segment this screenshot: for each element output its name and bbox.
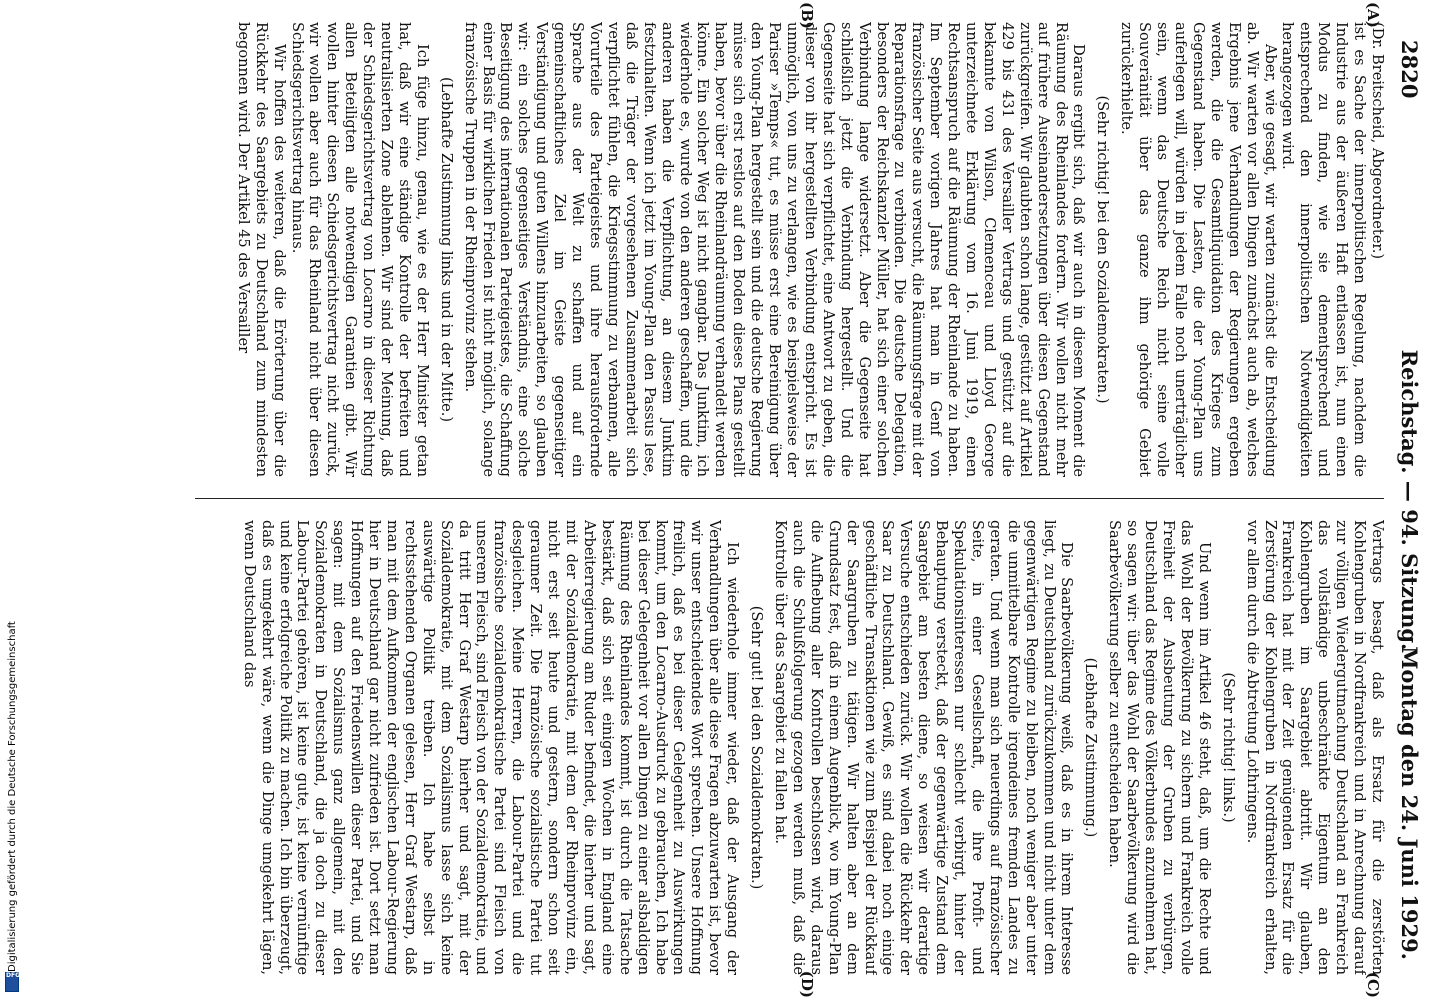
right-column [195, 520, 1386, 975]
margin-letter-c: (C) [1364, 971, 1382, 998]
reaction-note: (Sehr gut! bei den Sozialdemokraten.) [748, 605, 766, 890]
paragraph: Die Saarbevölkerung weiß, daß es in ihrem Interesse liegt, zu Deutschland zurückzukommen und nicht unter dem gegenwärtigen Regime zu bleiben, noch weniger aber unter die unmittelbare Kontrolle irgendeines fremden Landes zu geraten. Und wenn man sich neuerdings auf französischer Seite, in einer Gesellschaft, die ihre Profit- und Spekulationsinteressen nur schlecht verbirgt, hinter der Behauptung versteckt, daß der gegenwärtige Zustand dem Saargebiet am besten diene, so weisen wir derartige Versuche entschieden zurück. Wir wollen die Rückkehr der Saar zu Deutschland. Gewiß, es sind dabei noch einige geschäftliche Transaktionen wie zum Beispiel der Rückkauf der Saargruben zu tätigen. Wir halten aber an dem Grundsatz fest, daß in einem Augenblick, wo im Young-Plan die Aufhebung aller Kontrollen beschlossen wird, daraus auch die Schlußfolgerung gezogen werden muß, daß die Kontrolle über das Saargebiet zu fallen hat. [772, 520, 1076, 975]
session-title: Reichstag. — 94. Sitzung. [1397, 349, 1422, 651]
paragraph: Wir hoffen des weiteren, daß die Erörterung über die Rückkehr des Saargebiets zu Deutschland zum mindesten begonnen wird. Der Artikel 45 des Versailler [234, 22, 288, 477]
reaction-note: (Lebhafte Zustimmung links und in der Mitte.) [437, 76, 455, 423]
margin-letter-a: (A) [1364, 2, 1382, 28]
paragraph: Und wenn im Artikel 46 steht, daß, um die Rechte und das Wohl der Bevölkerung zu sichern und Frankreich volle Freiheit der Ausbeutung der Gruben zu verbürgen, Deutschland das Regime des Völkerbundes anzunehmen hat, so sagen wir: über das Wohl der Saarbevölkerung wird die Saarbevölkerung selber zu entscheiden haben. [1106, 520, 1213, 975]
funding-notice: Digitalisierung gefördert durch die Deutsche Forschungsgemeinschaft [7, 621, 18, 972]
digitization-footer [4, 120, 21, 996]
paragraph: Ich wiederhole immer wieder, daß der Ausgang der Verhandlungen über alle diese Fragen abzuwarten ist, bevor wir unser entscheidendes Wort sprechen. Unsere Hoffnung freilich, daß es bei dieser Gelegenheit zu Auswirkungen kommt, um den Locarno-Ausdruck zu gebrauchen, Ich habe bei dieser Gelegenheit vor allen Dingen zu einer alsbaldigen Räumung des Rheinlandes kommt, ist durch die Tatsache bestärkt, daß sich seit einigen Wochen in England eine Arbeiterregierung am Ruder befindet, die hierher und sagt, mit der Sozialdemokratie, mit dem der Rheinprovinz ein, nicht erst seit heute und gestern, sondern schon seit geraumer Zeit. Die französische sozialistische Partei tut desgleichen. Meine Herren, die Labour-Partei und die französische sozialdemokratische Partei sind Fleisch von unserem Fleisch, sind Fleisch von der Sozialdemokratie, und da tritt Herr Graf Westarp hierher und sagt, mit der Sozialdemokratie, mit dem Sozialismus lasse sich keine auswärtige Politik treiben. Ich habe selbst in rechtsstehenden Organen gelesen, Herr Graf Westarp, daß man mit dem Aufkommen der englischen Labour-Regierung hier in Deutschland gar nicht zufrieden ist. Dort setzt man Hoffnungen auf den Friedenswillen dieser Partei, und Sie sagen: mit dem Sozialismus ganz allgemein, mit den Sozialdemokraten in Deutschland, die ja doch zu dieser Labour-Partei gehören, ist keine gute, ist keine vernünftige und keine erfolgreiche Politik zu machen. Ich bin überzeugt, daß es umgekehrt wäre, wenn die Dinge umgekehrt lägen, wenn Deutschland das [240, 520, 742, 975]
page-number: 2820 [1397, 40, 1422, 99]
paragraph: Vertrags besagt, daß als Ersatz für die zerstörten Kohlengruben in Nordfrankreich und in Anrechnung darauf zur völligen Wiedergutmachung Deutschland an Frankreich das vollständige unbeschränkte Eigentum an den Kohlengruben im Saargebiet abtritt. Wir glauben, Frankreich hat mit der Zeit genügenden Ersatz für die Zerstörung der Kohlengruben in Nordfrankreich erhalten, vor allem durch die Abtretung Lothringens. [1243, 520, 1386, 975]
paragraph: ist es Sache der innerpolitischen Regelung, nachdem die Industrie aus der äußeren Haft entlassen ist, nun einen Modus zu finden, wie sie dementsprechend und entsprechend den innerpolitischen Notwendigkeiten herangezogen wird. [1279, 22, 1369, 477]
left-column [195, 22, 1386, 477]
margin-letter-d: (D) [798, 970, 816, 998]
paragraph: Daraus ergibt sich, daß wir auch in diesem Moment die Räumung des Rheinlandes fordern. Wir wollen nicht mehr auf frühere Auseinandersetzungen über diesen Gegenstand zurückgreifen. Wir glaubten schon lange, gestützt auf Artikel 429 bis 431 des Versailler Vertrags und gestützt auf die bekannte von Wilson, Clemenceau und Lloyd George unterzeichnete Erklärung vom 16. Juni 1919, einen Rechtsanspruch auf die Räumung der Rheinlande zu haben. Im September vorigen Jahres hat man in Genf von französischer Seite aus versucht, die Räumungsfrage mit der Reparationsfrage zu verbinden. Die deutsche Delegation, besonders der Reichskanzler Müller, hat sich einer solchen Verbindung lange widersetzt. Aber die Gegenseite hat schließlich jetzt die Verbindung hergestellt. Und die Gegenseite hat sich verpflichtet, eine Antwort zu geben, die dieser von ihr hergestellten Verbindung entspricht. Es ist unmöglich, von uns zu verlangen, wie es beispielsweise der Pariser »Temps« tut, es müsse erst eine Bereinigung über den Young-Plan hergestellt sein und die deutsche Regierung müsse sich erst restlos auf den Boden dieses Plans gestellt haben, bevor über die Rheinlandräumung verhandelt werden könne. Ein solcher Weg ist nicht gangbar. Das Junktim, ich wiederhole es, wurde von den anderen geschaffen, und die anderen haben die Verpflichtung, an diesem Junktim festzuhalten. Wenn ich jetzt im Young-Plan den Passus lese, daß die Träger der vorgesehenen Zusammenarbeit sich verpflichtet fühlen, die Kriegsstimmung zu verbannen, alle Vorurteile des Parteigeistes und ihre herausfordernde Sprache aus der Welt zu schaffen und auf ein gemeinschaftliches Ziel im Geiste gegenseitiger Verständigung und guten Willens hinzuarbeiten, so glauben wir: ein solches gegenseitiges Verständnis, eine solche Beseitigung des internationalen Parteigeistes, die Schaffung einer Basis für wirklichen Frieden ist nicht möglich, solange französische Truppen in der Rheinprovinz stehen. [461, 22, 1088, 477]
session-date: Montag den 24. Juni 1929. [1397, 646, 1422, 960]
dfg-logo-icon [5, 972, 19, 992]
paragraph: Aber, wie gesagt, wir warten zunächst die Entscheidung ab. Wir warten vor allen Dingen zunächst auch ab, welches Ergebnis jene Verhandlungen der Regierungen ergeben werden, die die Gesamtliquidation des Krieges zum Gegenstand haben. Die Lasten, die der Young-Plan uns auferlegen will, würden in jedem Falle noch unerträglicher sein, wenn das Deutsche Reich nicht seine volle Souveränität über das ganze ihm gehörige Gebiet zurückerhielte. [1118, 22, 1279, 477]
rotated-newspaper-page [189, 0, 1434, 1000]
paragraph: Ich füge hinzu, genau, wie es der Herr Minister getan hat, daß wir eine ständige Kontrolle der befreiten und neutralisierten Zone ablehnen. Wir sind der Meinung, daß der Schiedsgerichtsvertrag von Locarno in dieser Richtung allen Beteiligten alle notwendigen Garantien gibt. Wir wollen hinter diesen Schiedsgerichtsvertrag nicht zurück, wir wollen aber auch für das Rheinland nicht über diesen Schiedsgerichtsvertrag hinaus. [288, 22, 431, 477]
reaction-note: (Lebhafte Zustimmung.) [1082, 657, 1100, 838]
column-divider [195, 498, 1384, 499]
reaction-note: (Sehr richtig! bei den Sozialdemokraten.) [1094, 95, 1112, 404]
logo-text: DFG [6, 972, 21, 979]
reaction-note: (Sehr richtig! links.) [1219, 672, 1237, 823]
page-header [1392, 40, 1426, 960]
speaker-line: (Dr. Breitscheid, Abgeordneter.) [1369, 22, 1386, 260]
margin-letter-b: (B) [798, 2, 816, 29]
